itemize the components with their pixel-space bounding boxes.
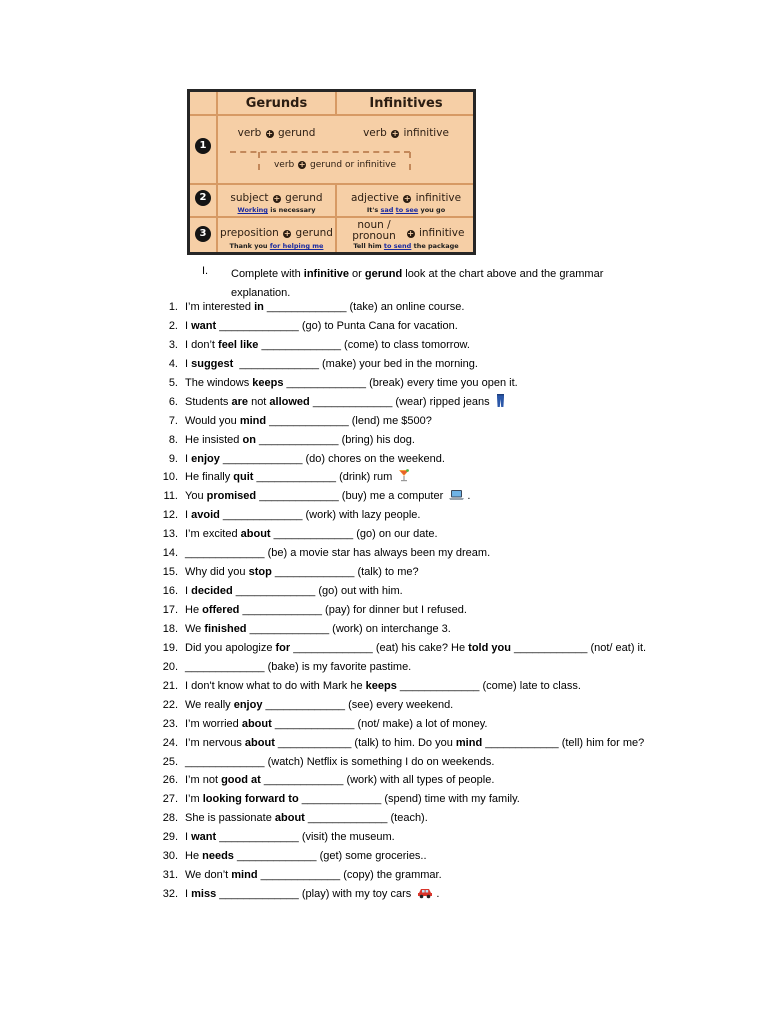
rule2-gerund-example: Working is necessary (237, 206, 316, 214)
rule2-gerund: subject + gerund (230, 192, 323, 204)
exercise-sentence: The windows keeps _____________ (break) every time you open it. (185, 376, 518, 389)
plus-icon: + (391, 129, 399, 138)
jeans-icon (496, 394, 505, 414)
exercise-number: 22. (162, 698, 178, 711)
exercise-sentence: I suggest _____________ (make) your bed in the morning. (185, 357, 478, 370)
exercise-sentence: Did you apologize for _____________ (eat) his cake? He told you ____________ (not/ eat) it. (185, 641, 647, 654)
exercise-number: 32. (162, 888, 178, 901)
rule3-gerund: preposition + gerund (220, 227, 333, 239)
exercise-number: 20. (162, 660, 178, 673)
chart-divider (190, 216, 473, 218)
exercise-sentence: I don't know what to do with Mark he keeps _____________ (come) late to class. (185, 679, 581, 692)
exercise-sentence: He offered _____________ (pay) for dinner but I refused. (185, 604, 467, 616)
exercise-number: 14. (162, 547, 178, 560)
plus-icon: + (266, 129, 273, 138)
chart-divider (216, 92, 218, 252)
exercise-number: 12. (162, 509, 178, 522)
exercise-sentence: I’m nervous about ____________ (talk) to him. Do you mind ____________ (tell) him for me? (185, 736, 645, 749)
exercise-sentence: I’m interested in _____________ (take) an online course. (185, 301, 465, 313)
exercise-number: 13. (162, 528, 178, 541)
exercise-sentence: You promised _____________ (buy) me a computer . (185, 487, 470, 508)
chart-body (190, 92, 473, 252)
plus-icon: + (283, 229, 291, 238)
rule-number-2: 2 (195, 190, 211, 206)
chart-divider (335, 92, 337, 114)
rule1-gerund: verb + gerund (237, 127, 316, 139)
exercise-sentence: I’m looking forward to _____________ (spend) time with my family. (185, 793, 520, 806)
exercise-sentence: _____________ (watch) Netflix is something I do on weekends. (185, 755, 495, 768)
exercise-sentence: I want _____________ (go) to Punta Cana for vacation. (185, 319, 458, 332)
chart-dashed-line (230, 151, 410, 153)
exercise-sentence: He finally quit _____________ (drink) rum (185, 468, 410, 489)
rule2-infinitive: adjective + infinitive (350, 192, 462, 204)
exercise-number: 26. (162, 774, 178, 787)
exercise-sentence: I’m not good at _____________ (work) with all types of people. (185, 774, 495, 787)
exercise-number: 3. (168, 338, 178, 351)
exercise-sentence: He needs _____________ (get) some groceries.. (185, 850, 427, 863)
exercise-number: 6. (168, 395, 178, 408)
rule1-both: verb + gerund or infinitive (273, 160, 396, 170)
rule3-infinitive: + infinitive (407, 227, 465, 239)
rule1-infinitive: verb + infinitive (363, 127, 449, 139)
rule2-infinitive-example: It's sad to see you go (366, 206, 446, 214)
rule3-infinitive-example: Tell him to send the package (353, 242, 459, 250)
chart-divider (335, 184, 337, 252)
exercise-sentence: We really enjoy _____________ (see) every weekend. (185, 698, 454, 711)
exercise-number: 19. (162, 641, 178, 654)
exercise-number: 29. (162, 831, 178, 844)
chart-divider (190, 183, 473, 185)
exercise-number: 16. (162, 585, 178, 598)
exercise-number: 23. (162, 717, 178, 730)
exercise-sentence: I want _____________ (visit) the museum. (185, 831, 395, 844)
exercise-number: 11. (163, 490, 178, 503)
exercise-sentence: I decided _____________ (go) out with him. (185, 585, 403, 598)
exercise-sentence: Students are not allowed _____________ (wear) ripped jeans (185, 393, 505, 414)
exercise-sentence: She is passionate about _____________ (teach). (185, 812, 428, 825)
exercise-sentence: I don’t feel like _____________ (come) to class tomorrow. (185, 338, 470, 351)
rule-number-1: 1 (195, 138, 211, 154)
exercise-number: 7. (168, 414, 178, 427)
exercise-number: 8. (168, 433, 178, 446)
exercise-number: 27. (162, 793, 178, 806)
laptop-icon (449, 489, 464, 508)
exercise-sentence: I’m excited about _____________ (go) on our date. (185, 528, 438, 541)
exercise-number: 25. (162, 755, 178, 768)
exercise-sentence: He insisted on _____________ (bring) his dog. (185, 433, 415, 446)
instruction-number: I. (202, 265, 209, 277)
exercise-number: 28. (162, 812, 178, 825)
rule3-noun-pronoun: noun / pronoun (352, 219, 396, 242)
exercise-number: 24. (162, 736, 178, 749)
exercise-sentence: _____________ (be) a movie star has always been my dream. (185, 547, 491, 560)
exercise-sentence: I miss _____________ (play) with my toy cars . (185, 885, 439, 906)
exercise-number: 17. (162, 604, 178, 616)
instruction-text: Complete with infinitive or gerund look at the chart above and the grammar explanation. (231, 268, 604, 299)
chart-header-gerunds: Gerunds (245, 96, 308, 111)
exercise-sentence: _____________ (bake) is my favorite pastime. (185, 660, 412, 673)
exercise-number: 10. (162, 471, 178, 484)
exercise-sentence: We don’t mind _____________ (copy) the grammar. (185, 869, 442, 882)
plus-icon: + (407, 229, 414, 238)
exercise-sentence: We finished _____________ (work) on interchange 3. (185, 622, 451, 635)
gerunds-infinitives-chart (187, 89, 476, 255)
rule3-gerund-example: Thank you for helping me (229, 242, 324, 250)
exercise-number: 30. (162, 850, 178, 863)
plus-icon: + (403, 194, 411, 203)
plus-icon: + (273, 194, 281, 203)
chart-divider (190, 114, 473, 116)
exercise-number: 5. (168, 376, 178, 389)
plus-icon: + (298, 160, 306, 169)
exercise-number: 15. (162, 566, 178, 579)
exercise-sentence: Would you mind _____________ (lend) me $500? (185, 414, 432, 427)
exercise-number: 18. (162, 622, 178, 635)
exercise-number: 4. (168, 357, 178, 370)
exercise-sentence: Why did you stop _____________ (talk) to me? (185, 566, 419, 579)
exercise-number: 9. (168, 452, 178, 465)
exercise-number: 1. (168, 301, 178, 313)
chart-header-infinitives: Infinitives (369, 96, 443, 111)
exercise-number: 21. (162, 679, 178, 692)
car-icon (417, 887, 433, 906)
exercise-number: 31. (162, 869, 178, 882)
exercise-sentence: I’m worried about _____________ (not/ make) a lot of money. (185, 717, 488, 730)
exercise-number: 2. (168, 319, 178, 332)
exercise-sentence: I avoid _____________ (work) with lazy people. (185, 509, 421, 522)
exercise-sentence: I enjoy _____________ (do) chores on the weekend. (185, 452, 445, 465)
rule-number-3: 3 (195, 226, 211, 242)
